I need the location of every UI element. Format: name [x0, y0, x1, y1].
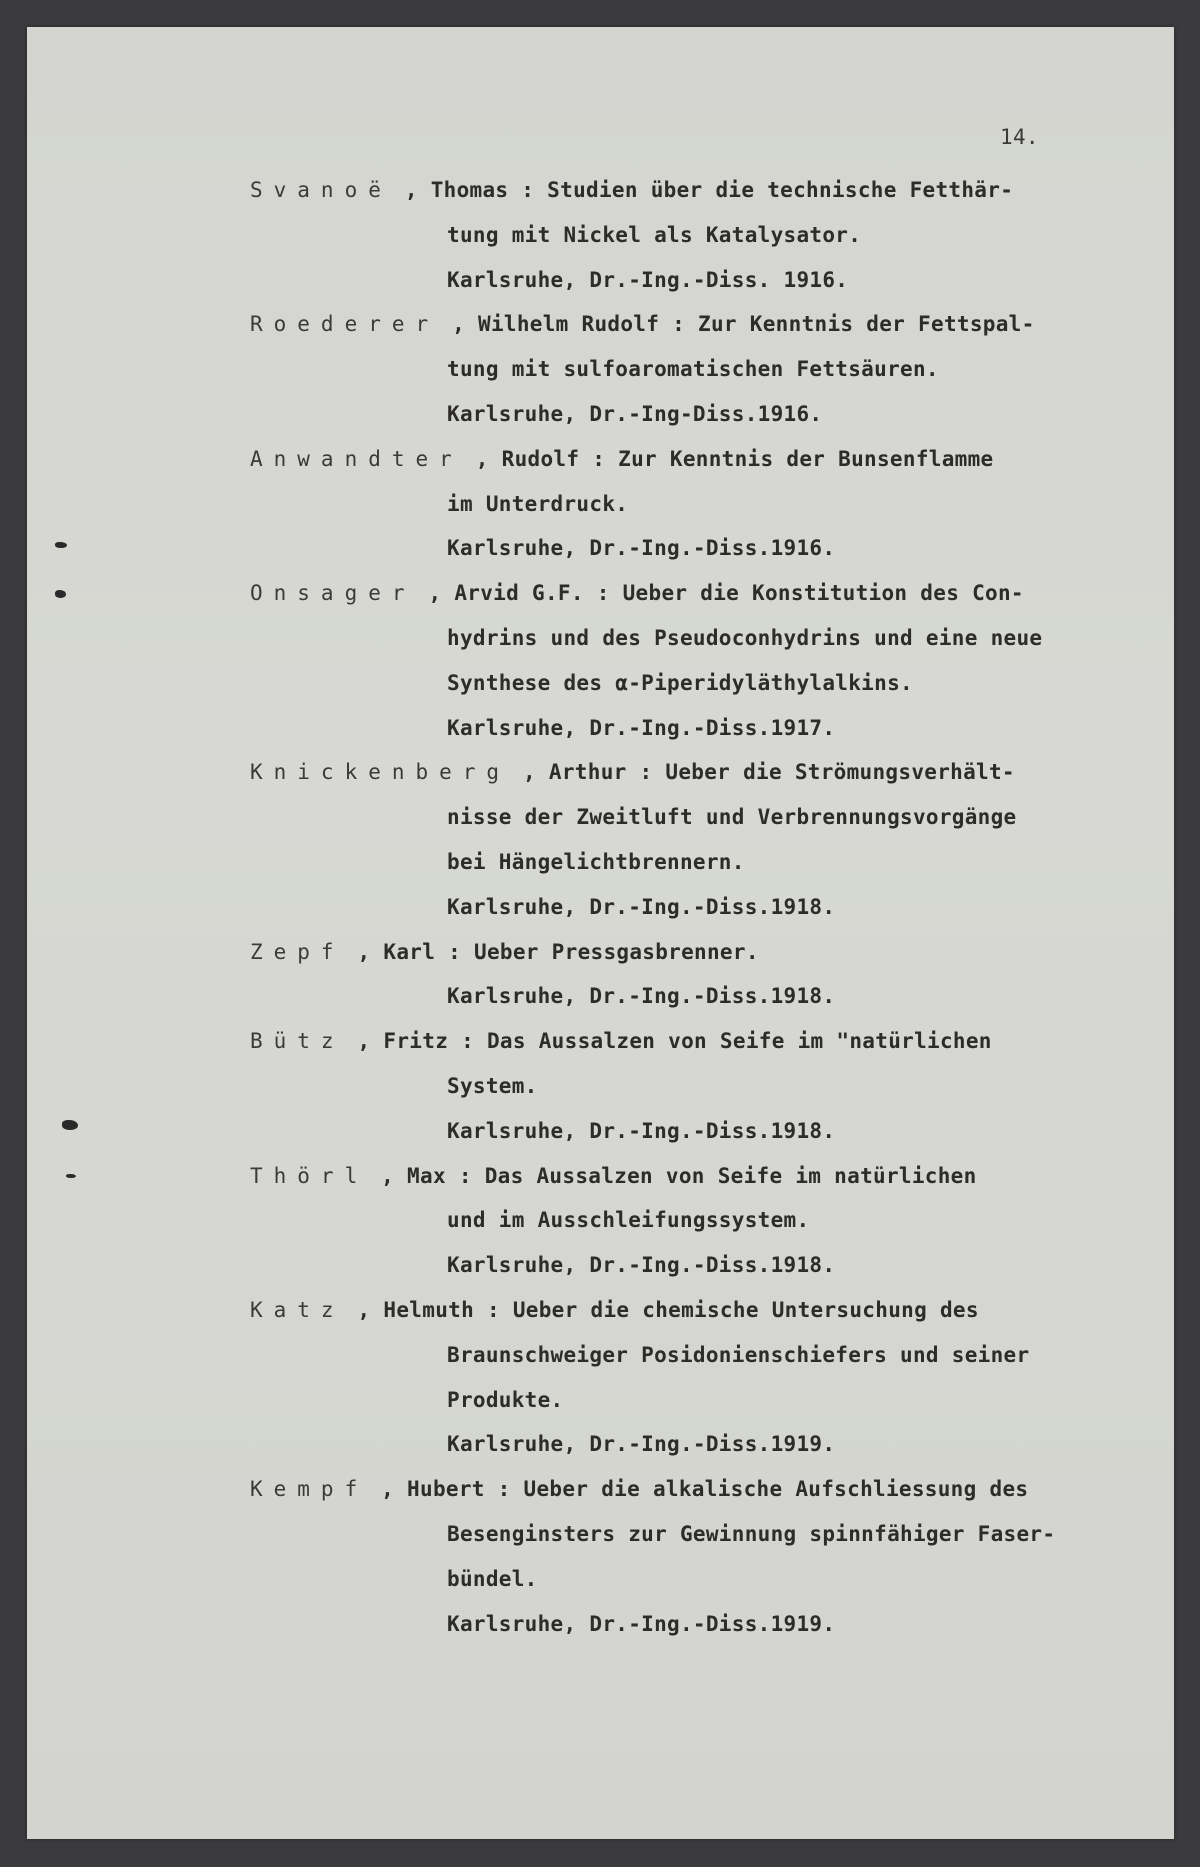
margin-mark [55, 590, 66, 598]
dissertation-citation: Karlsruhe, Dr.-Ing.-Diss.1918. [447, 894, 836, 919]
title-continuation: bündel. [447, 1566, 538, 1591]
dissertation-citation: Karlsruhe, Dr.-Ing.-Diss.1919. [447, 1432, 836, 1457]
dissertation-citation: Karlsruhe, Dr.-Ing.-Diss.1916. [447, 536, 836, 561]
author-and-title: , Hubert : Ueber die alkalische Aufschliessung des [381, 1477, 1029, 1502]
dissertation-citation: Karlsruhe, Dr.-Ing.-Diss.1917. [447, 715, 836, 740]
title-continuation: Besenginsters zur Gewinnung spinnfähiger Faser- [447, 1522, 1056, 1546]
typewritten-page [27, 27, 1174, 1839]
title-continuation: nisse der Zweitluft und Verbrennungsvorgänge [447, 805, 1017, 830]
margin-mark [62, 1120, 78, 1130]
title-continuation: im Unterdruck. [447, 491, 629, 516]
author-and-title: , Rudolf : Zur Kenntnis der Bunsenflamme [475, 446, 994, 471]
margin-mark [55, 542, 67, 548]
title-continuation: und im Ausschleifungssystem. [447, 1208, 810, 1233]
author-surname: Anwandter [250, 446, 463, 471]
entry-heading [250, 759, 1015, 785]
entry-heading [250, 1163, 977, 1189]
title-continuation: tung mit sulfoaromatischen Fettsäuren. [447, 357, 939, 382]
author-and-title: , Max : Das Aussalzen von Seife im natürlichen [381, 1163, 977, 1188]
entry-heading [250, 1476, 1028, 1502]
author-surname: Roederer [250, 312, 440, 337]
author-and-title: , Wilhelm Rudolf : Zur Kenntnis der Fettspal- [452, 312, 1035, 337]
entry-heading [250, 446, 993, 472]
entry-heading [250, 177, 1013, 203]
title-continuation: bei Hängelichtbrennern. [447, 850, 745, 874]
entry-heading [250, 580, 1024, 606]
author-surname: Svanoë [250, 178, 392, 202]
title-continuation: Braunschweiger Posidonienschiefers und seiner [447, 1342, 1030, 1367]
dissertation-citation: Karlsruhe, Dr.-Ing.-Diss.1918. [447, 1253, 836, 1278]
dissertation-citation: Karlsruhe, Dr.-Ing.-Diss.1919. [447, 1611, 836, 1636]
title-continuation: hydrins und des Pseudoconhydrins und eine neue [447, 626, 1043, 650]
entry-heading [250, 1028, 992, 1054]
dissertation-citation: Karlsruhe, Dr.-Ing-Diss.1916. [447, 402, 823, 426]
author-surname: Thörl [250, 1163, 369, 1188]
margin-mark [66, 1174, 76, 1178]
entry-heading [250, 1297, 979, 1323]
author-surname: Zepf [250, 939, 345, 964]
author-surname: Onsager [250, 581, 416, 606]
title-continuation: Produkte. [447, 1387, 564, 1412]
author-and-title: , Fritz : Das Aussalzen von Seife im "natürlichen [357, 1029, 992, 1054]
dissertation-citation: Karlsruhe, Dr.-Ing.-Diss. 1916. [447, 267, 849, 292]
page-number: 14. [1000, 125, 1039, 149]
author-and-title: , Arthur : Ueber die Strömungsverhält- [523, 760, 1015, 785]
author-and-title: , Karl : Ueber Pressgasbrenner. [357, 939, 759, 964]
dissertation-citation: Karlsruhe, Dr.-Ing.-Diss.1918. [447, 1118, 836, 1143]
author-surname: Kempf [250, 1477, 369, 1502]
author-surname: Knickenberg [250, 760, 511, 785]
entry-heading [250, 311, 1035, 337]
title-continuation: System. [447, 1074, 538, 1098]
dissertation-citation: Karlsruhe, Dr.-Ing.-Diss.1918. [447, 984, 836, 1009]
author-and-title: , Thomas : Studien über die technische Fetthär- [404, 178, 1014, 202]
author-and-title: , Arvid G.F. : Ueber die Konstitution des Con- [428, 581, 1024, 606]
author-surname: Bütz [250, 1029, 345, 1054]
author-surname: Katz [250, 1298, 345, 1322]
title-continuation: tung mit Nickel als Katalysator. [447, 222, 862, 247]
entry-heading [250, 939, 759, 965]
author-and-title: , Helmuth : Ueber die chemische Untersuchung des [357, 1298, 979, 1322]
title-continuation: Synthese des α-Piperidyläthylalkins. [447, 670, 913, 695]
